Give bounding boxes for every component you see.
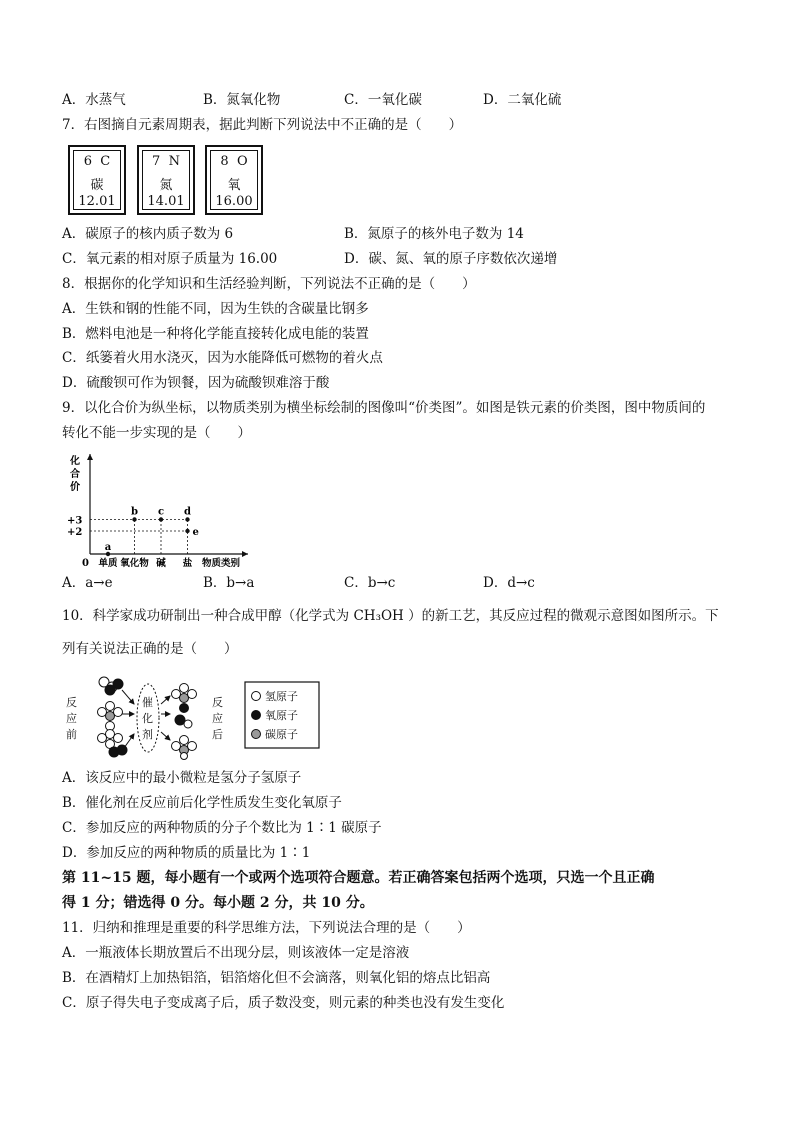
q11-option-a: A．一瓶液体长期放置后不出现分层，则该液体一定是溶液 [62, 945, 410, 961]
q9-option-c: C．b→c [344, 575, 396, 591]
y-axis-label-char: 化 [70, 456, 80, 467]
product-molecule-top [172, 684, 197, 713]
point-c [159, 517, 163, 521]
element-name: 氧 [227, 178, 241, 193]
catalyst-label-2: 化 [142, 712, 153, 725]
before-label-2: 应 [66, 712, 77, 725]
element-symbol: N [168, 154, 180, 169]
q11-stem: 11．归纳和推理是重要的科学思维方法，下列说法合理的是（ ） [62, 920, 471, 936]
element-card-oxygen [205, 145, 263, 215]
svg-text:氢原子: 氢原子 [265, 690, 298, 703]
point-b [132, 517, 136, 521]
element-symbol: C [100, 154, 111, 169]
q9-option-b: B．b→a [203, 575, 255, 591]
product-molecule-bottom [172, 736, 197, 760]
q10-option-a: A．该反应中的最小微粒是氢分子氢原子 [62, 770, 302, 786]
y-axis-label-char: 价 [70, 482, 80, 493]
x-tick-label: 氧化物 [120, 558, 149, 568]
x-tick-label: 单质 [98, 558, 118, 568]
q7-option-b: B．氮原子的核外电子数为 14 [344, 226, 524, 242]
element-number: 7 [152, 154, 161, 169]
q8-option-a: A．生铁和钢的性能不同，因为生铁的含碳量比钢多 [62, 301, 369, 317]
after-label-2: 应 [212, 712, 223, 725]
after-label-1: 反 [212, 696, 223, 709]
q9-option-d: D．d→c [483, 575, 535, 591]
q6-option-c: C．一氧化碳 [344, 92, 422, 108]
element-name: 氮 [159, 178, 173, 193]
catalyst-label-3: 剂 [142, 728, 153, 741]
q10-option-b: B．催化剂在反应前后化学性质发生变化氧原子 [62, 795, 342, 811]
point-d [185, 517, 189, 521]
q7-stem: 7．右图摘自元素周期表，据此判断下列说法中不正确的是（ ） [62, 117, 463, 133]
element-name: 碳 [90, 178, 104, 193]
reaction-diagram [62, 672, 332, 760]
q7-option-a: A．碳原子的核内质子数为 6 [62, 226, 234, 242]
q6-option-b: B．氮氧化物 [203, 92, 281, 108]
q10-stem-line2: 列有关说法正确的是（ ） [62, 641, 238, 657]
element-mass: 12.01 [78, 194, 116, 209]
q8-stem: 8．根据你的化学知识和生活经验判断，下列说法不正确的是（ ） [62, 276, 476, 292]
q10-option-d: D．参加反应的两种物质的质量比为 1∶1 [62, 845, 311, 861]
point-e [185, 529, 189, 533]
before-label-1: 反 [66, 696, 77, 709]
valence-class-chart [64, 450, 254, 568]
q6-option-d: D．二氧化硫 [483, 92, 562, 108]
q9-option-a: A．a→e [62, 575, 113, 591]
svg-text:氧原子: 氧原子 [265, 709, 298, 722]
element-mass: 14.01 [147, 194, 185, 209]
y-tick-label: +2 [67, 527, 83, 538]
q9-stem-line2: 转化不能一步实现的是（ ） [62, 425, 251, 441]
q8-option-b: B．燃料电池是一种将化学能直接转化成电能的装置 [62, 326, 369, 342]
section-instructions-line2: 得 1 分；错选得 0 分。每小题 2 分，共 10 分。 [62, 895, 374, 911]
q8-option-d: D．硫酸钡可作为钡餐，因为硫酸钡难溶于酸 [62, 375, 330, 391]
point-label: c [157, 506, 165, 518]
point-label: e [192, 527, 199, 538]
element-card-nitrogen [137, 145, 195, 215]
before-label-3: 前 [66, 728, 77, 741]
q6-option-a: A．水蒸气 [62, 92, 126, 108]
methanol-like-molecule [98, 702, 123, 731]
element-card-carbon [68, 145, 126, 215]
x-tick-label: 盐 [182, 558, 193, 568]
q8-option-c: C．纸篓着火用水浇灭，因为水能降低可燃物的着火点 [62, 350, 383, 366]
x-axis-label: 物质类别 [202, 558, 241, 568]
q9-stem-line1: 9．以化合价为纵坐标，以物质类别为横坐标绘制的图像叫“价类图”。如图是铁元素的价类图，图中物质间的 [62, 400, 706, 416]
q7-option-d: D．碳、氮、氧的原子序数依次递增 [344, 251, 558, 267]
q7-option-c: C．氧元素的相对原子质量为 16.00 [62, 251, 278, 267]
q10-stem-line1: 10．科学家成功研制出一种合成甲醇（化学式为 CH₃OH ）的新工艺，其反应过程的微观示意图如图所示。下 [62, 608, 719, 624]
point-label: a [104, 542, 112, 553]
x-axis-arrow [242, 551, 248, 557]
element-number: 6 [83, 154, 93, 169]
reactant-molecule-bottom [98, 730, 128, 758]
x-tick-label: 碱 [156, 558, 166, 568]
y-axis-label-char: 合 [70, 469, 80, 480]
catalyst-label-1: 催 [142, 696, 153, 709]
q11-option-c: C．原子得失电子变成离子后，质子数没变，则元素的种类也没有发生变化 [62, 995, 505, 1011]
y-axis-arrow [87, 454, 93, 460]
q11-option-b: B．在酒精灯上加热铝箔，铝箔熔化但不会滴落，则氧化铝的熔点比铝高 [62, 970, 491, 986]
origin-label: 0 [82, 558, 89, 568]
element-mass: 16.00 [215, 194, 253, 209]
point-label: b [131, 506, 138, 518]
section-instructions-line1: 第 11~15 题，每小题有一个或两个选项符合题意。若正确答案包括两个选项，只选一个且正确 [62, 870, 655, 886]
point-label: d [184, 506, 191, 518]
svg-text:碳原子: 碳原子 [265, 728, 298, 741]
water-molecule [175, 715, 192, 728]
after-label-3: 后 [212, 728, 223, 741]
q10-option-c: C．参加反应的两种物质的分子个数比为 1∶1 碳原子 [62, 820, 382, 836]
element-symbol: O [236, 154, 248, 169]
y-tick-label: +3 [67, 515, 83, 527]
element-number: 8 [220, 154, 229, 169]
